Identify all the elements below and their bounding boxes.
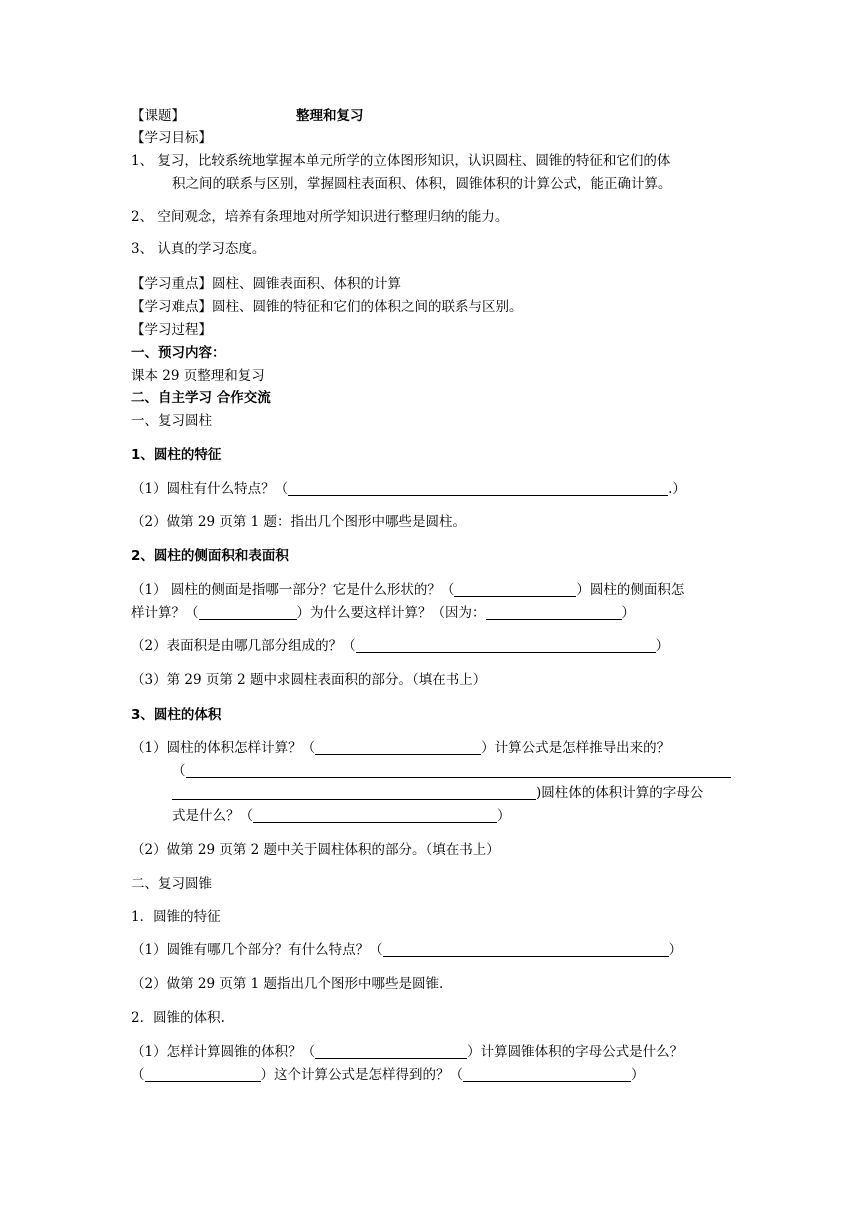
cone-volume-q1-line1 <box>131 1042 683 1062</box>
question-text: 式是什么？（ <box>172 808 253 824</box>
cylinder-features-q2: （2）做第 29 页第 1 题：指出几个图形中哪些是圆柱。 <box>131 514 467 530</box>
question-text: ）计算公式是怎样推导出来的？ <box>481 740 671 756</box>
preview-heading: 一、预习内容： <box>131 345 226 361</box>
self-study-heading: 二、自主学习 合作交流 <box>131 390 271 406</box>
cylinder-features-heading: 1、圆柱的特征 <box>131 447 222 463</box>
question-text: （1）怎样计算圆锥的体积？（ <box>131 1044 316 1060</box>
question-text: ） <box>631 1067 645 1083</box>
cylinder-features-q1 <box>131 479 686 499</box>
answer-blank[interactable] <box>172 785 536 800</box>
answer-blank[interactable] <box>454 582 576 597</box>
cylinder-area-heading: 2、圆柱的侧面积和表面积 <box>131 548 289 564</box>
cone-volume-q1-line2 <box>131 1065 645 1085</box>
question-text: ）计算圆锥体积的字母公式是什么？ <box>467 1044 684 1060</box>
cone-review-heading: 二、复习圆锥 <box>131 876 212 892</box>
cylinder-area-q3: （3）第 29 页第 2 题中求圆柱表面积的部分。（填在书上） <box>131 672 487 688</box>
question-text: ）这个计算公式是怎样得到的？（ <box>260 1067 463 1083</box>
cylinder-volume-q1-line3 <box>172 783 703 803</box>
answer-blank[interactable] <box>315 1044 467 1059</box>
question-text: )圆柱体的体积计算的字母公 <box>536 785 704 801</box>
objective-1-line1: 1、 复习，比较系统地掌握本单元所学的立体图形知识，认识圆柱、圆锥的特征和它们的体 <box>131 153 671 169</box>
difficulties: 【学习难点】圆柱、圆锥的特征和它们的体积之间的联系与区别。 <box>131 299 523 315</box>
answer-blank[interactable] <box>315 740 481 755</box>
cylinder-volume-q2: （2）做第 29 页第 2 题中关于圆柱体积的部分。（填在书上） <box>131 842 500 858</box>
cylinder-area-q2 <box>131 636 669 656</box>
question-text: （1）圆柱的体积怎样计算？（ <box>131 740 316 756</box>
answer-blank[interactable] <box>253 808 497 823</box>
cylinder-volume-q1-line1 <box>131 738 670 758</box>
objective-2: 2、 空间观念，培养有条理地对所学知识进行整理归纳的能力。 <box>131 209 509 225</box>
question-text: （ <box>131 1067 145 1083</box>
question-text: ） <box>497 808 511 824</box>
answer-blank[interactable] <box>356 638 656 653</box>
preview-text: 课本 29 页整理和复习 <box>131 368 265 384</box>
answer-blank[interactable] <box>288 481 668 496</box>
question-text: ）为什么要这样计算？（因为： <box>296 605 486 621</box>
key-points: 【学习重点】圆柱、圆锥表面积、体积的计算 <box>131 276 401 292</box>
answer-blank[interactable] <box>383 942 669 957</box>
cylinder-volume-q1-line2 <box>172 761 731 781</box>
question-text: （2）表面积是由哪几部分组成的？（ <box>131 638 356 654</box>
answer-blank[interactable] <box>486 605 622 620</box>
process-heading: 【学习过程】 <box>131 322 212 338</box>
cone-volume-heading: 2．圆锥的体积. <box>131 1010 225 1026</box>
question-text: （1） 圆柱的侧面是指哪一部分？它是什么形状的？（ <box>131 582 455 598</box>
answer-blank[interactable] <box>186 763 731 778</box>
question-text: ） <box>668 942 683 958</box>
answer-blank[interactable] <box>199 605 297 620</box>
question-text: （1）圆柱有什么特点？（ <box>131 481 289 497</box>
cylinder-volume-q1-line4 <box>172 806 511 826</box>
objectives-heading: 【学习目标】 <box>131 130 212 146</box>
question-text: ） <box>621 605 635 621</box>
cone-features-heading: 1．圆锥的特征 <box>131 909 221 925</box>
cylinder-volume-heading: 3、圆柱的体积 <box>131 707 222 723</box>
cylinder-area-q1-line2 <box>131 603 635 623</box>
cone-features-q1 <box>131 940 682 960</box>
question-text: ） <box>655 638 670 654</box>
question-text: ）圆柱的侧面积怎 <box>576 582 685 598</box>
answer-blank[interactable] <box>463 1067 631 1082</box>
topic-label: 【课题】 <box>131 108 185 124</box>
cone-features-q2: （2）做第 29 页第 1 题指出几个图形中哪些是圆锥. <box>131 976 444 992</box>
cylinder-review-heading: 一、复习圆柱 <box>131 413 212 429</box>
objective-3: 3、 认真的学习态度。 <box>131 241 266 257</box>
objective-1-line2: 积之间的联系与区别，掌握圆柱表面积、体积，圆锥体积的计算公式，能正确计算。 <box>172 176 672 192</box>
question-text: （1）圆锥有哪几个部分？有什么特点？（ <box>131 942 383 958</box>
page-title: 整理和复习 <box>296 108 364 124</box>
cylinder-area-q1-line1 <box>131 580 684 600</box>
question-text: （ <box>172 763 186 779</box>
question-text: 样计算？（ <box>131 605 199 621</box>
answer-blank[interactable] <box>145 1067 261 1082</box>
question-text: .） <box>668 481 686 497</box>
